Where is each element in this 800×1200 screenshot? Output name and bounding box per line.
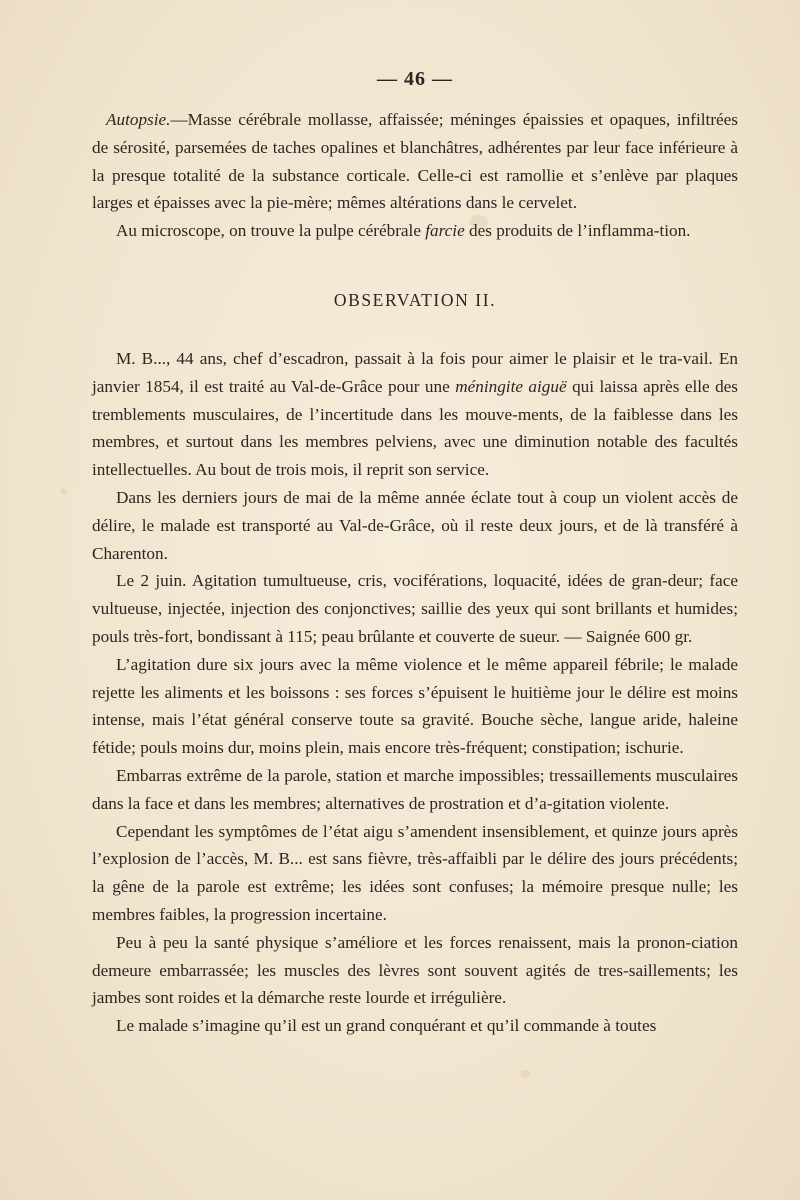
case-intro-start: M. B..., 44 ans, chef d’escadron, passait à la fois pour aimer le plaisir et le tra-vail. En janvier 1854, il est traité au Val-de-Grâce pour une xyxy=(92,348,738,396)
page-text xyxy=(92,66,738,1040)
case-intro-end: qui laissa après elle des tremblements musculaires, de l’incertitude dans les mouve-ments, de la faiblesse dans les membres, et surtout dans les membres pelviens, avec une diminution notable des facultés intellectuelles. Au bout de trois mois, il reprit son service. xyxy=(92,376,738,480)
microscope-text-end: des produits de l’inflamma-tion. xyxy=(464,221,691,241)
microscope-paragraph xyxy=(92,217,738,245)
microscope-emphasis: farcie xyxy=(425,221,465,241)
paragraph-improvement: Cependant les symptômes de l’état aigu s’amendent insensiblement, et quinze jours après l’explosion de l’accès, M. B... est sans fièvre, très-affaibli par le délire des jours précédents; la gêne de la parole est extrême; les idées sont confuses; la mémoire presque nulle; les membres faibles, la progression incertaine. xyxy=(92,821,738,924)
observation-heading: OBSERVATION II. xyxy=(333,289,497,310)
case-intro-paragraph xyxy=(92,345,738,484)
autopsy-body: —Masse cérébrale mollasse, affaissée; méninges épaissies et opaques, infiltrées de sérosité, parsemées de taches opalines et blanchâtres, adhérentes par leur face inférieure à la presque totalité de la substance corticale. Celle-ci est ramollie et s’enlève par plaques larges et épaisses avec la pie-mère; mêmes altérations dans le cervelet. xyxy=(92,110,738,213)
autopsy-paragraph xyxy=(92,106,738,217)
paragraph-recovery: Peu à peu la santé physique s’améliore et les forces renaissent, mais la pronon-ciation demeure embarrassée; les muscles des lèvres sont souvent agités de tres-saillements; les jambes sont roides et la démarche reste lourde et irrégulière. xyxy=(92,932,738,1008)
case-diagnosis: méningite aiguë xyxy=(455,376,567,396)
page-number: — 46 — xyxy=(377,68,453,90)
autopsy-lead: Autopsie. xyxy=(106,110,171,129)
paper-foxing-spot xyxy=(520,1070,530,1078)
microscope-text-start: Au microscope, on trouve la pulpe cérébrale xyxy=(116,221,426,241)
paper-foxing-spot xyxy=(60,488,67,495)
paragraph-delirium-onset: Dans les derniers jours de mai de la même année éclate tout à coup un violent accès de délire, le malade est transporté au Val-de-Grâce, où il reste deux jours, et de là transféré à Charenton. xyxy=(92,487,738,563)
paragraph-speech: Embarras extrême de la parole, station et marche impossibles; tressaillements musculaires dans la face et dans les membres; alternatives de prostration et d’a-gitation violente. xyxy=(92,765,738,813)
paragraph-delusion: Le malade s’imagine qu’il est un grand conquérant et qu’il commande à toutes xyxy=(116,1016,657,1036)
paragraph-agitation: L’agitation dure six jours avec la même violence et le même appareil fébrile; le malade rejette les aliments et les boissons : ses forces s’épuisent le huitième jour le délire est moins intense, mais l’état général conserve toute sa gravité. Bouche sèche, langue aride, haleine fétide; pouls moins dur, moins plein, mais encore très-fréquent; constipation; ischurie. xyxy=(92,654,738,758)
paragraph-june-2: Le 2 juin. Agitation tumultueuse, cris, vociférations, loquacité, idées de gran-deur; face vultueuse, injectée, injection des conjonctives; saillie des yeux qui sont brillants et humides; pouls très-fort, bondissant à 115; peau brûlante et couverte de sueur. — Saignée 600 gr. xyxy=(92,571,738,646)
